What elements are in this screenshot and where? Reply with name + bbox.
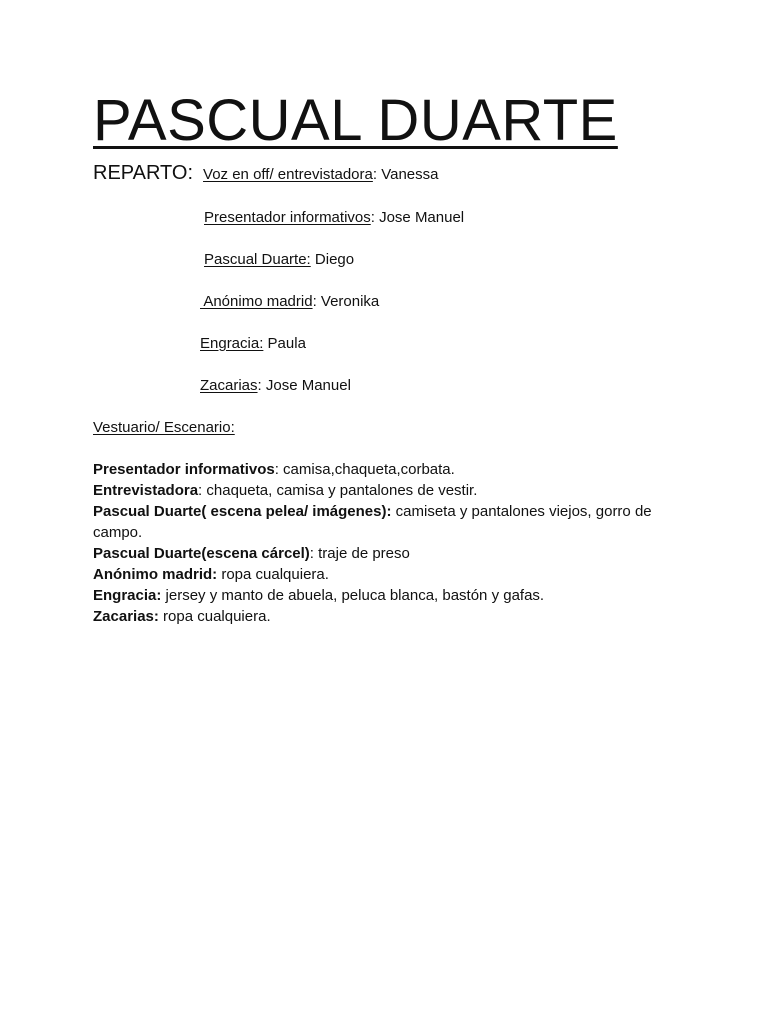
cast-row xyxy=(204,250,354,270)
reparto-label: REPARTO: xyxy=(93,162,194,184)
costume-what: : chaqueta, camisa y pantalones de vestir. xyxy=(198,482,478,499)
document-title: PASCUAL DUARTE xyxy=(93,88,618,153)
cast-role: Engracia: xyxy=(200,335,264,352)
costume-who: Entrevistadora xyxy=(93,482,199,499)
costume-who: Presentador informativos xyxy=(93,461,275,478)
cast-actor: Jose Manuel xyxy=(261,377,351,394)
costume-what: ropa cualquiera. xyxy=(217,566,329,583)
cast-actor: Vanessa xyxy=(377,166,439,183)
cast-row xyxy=(200,292,379,312)
cast-separator: : xyxy=(257,377,262,394)
vestuario-heading: Vestuario/ Escenario: xyxy=(93,419,235,436)
cast-actor: Diego xyxy=(310,251,355,268)
cast-row xyxy=(204,208,464,228)
cast-separator: : xyxy=(372,166,378,183)
cast-role: Zacarias xyxy=(200,377,258,394)
costume-item xyxy=(93,480,673,501)
costume-item xyxy=(93,459,673,480)
costume-item xyxy=(93,585,673,606)
cast-row xyxy=(93,163,438,185)
costume-item xyxy=(93,501,673,543)
cast-row xyxy=(200,376,351,396)
costume-who: Zacarias: xyxy=(93,608,159,625)
cast-role: Presentador informativos xyxy=(204,209,371,226)
cast-role: Voz en off/ entrevistadora xyxy=(203,166,373,183)
cast-row xyxy=(200,334,306,354)
costume-list xyxy=(93,459,673,627)
costume-what: : camisa,chaqueta,corbata. xyxy=(274,461,455,478)
costume-item xyxy=(93,606,673,627)
cast-separator: : xyxy=(370,209,375,226)
costume-who: Engracia: xyxy=(93,587,162,604)
costume-item xyxy=(93,564,673,585)
costume-item xyxy=(93,543,673,564)
cast-actor: Paula xyxy=(263,335,306,352)
costume-what: ropa cualquiera. xyxy=(158,608,271,625)
cast-role: Pascual Duarte: xyxy=(204,251,311,268)
cast-actor: Veronika xyxy=(316,293,380,310)
costume-what: : traje de preso xyxy=(309,545,410,562)
costume-what: jersey y manto de abuela, peluca blanca, bastón y gafas. xyxy=(161,587,545,604)
costume-who: Pascual Duarte( escena pelea/ imágenes): xyxy=(93,503,392,520)
costume-what: camiseta y pantalones viejos, gorro de campo. xyxy=(93,503,652,541)
cast-role: Anónimo madrid xyxy=(200,293,313,310)
cast-separator: : xyxy=(312,293,317,310)
costume-who: Anónimo madrid: xyxy=(93,566,218,583)
cast-actor: Jose Manuel xyxy=(374,209,465,226)
costume-who: Pascual Duarte(escena cárcel) xyxy=(93,545,310,562)
